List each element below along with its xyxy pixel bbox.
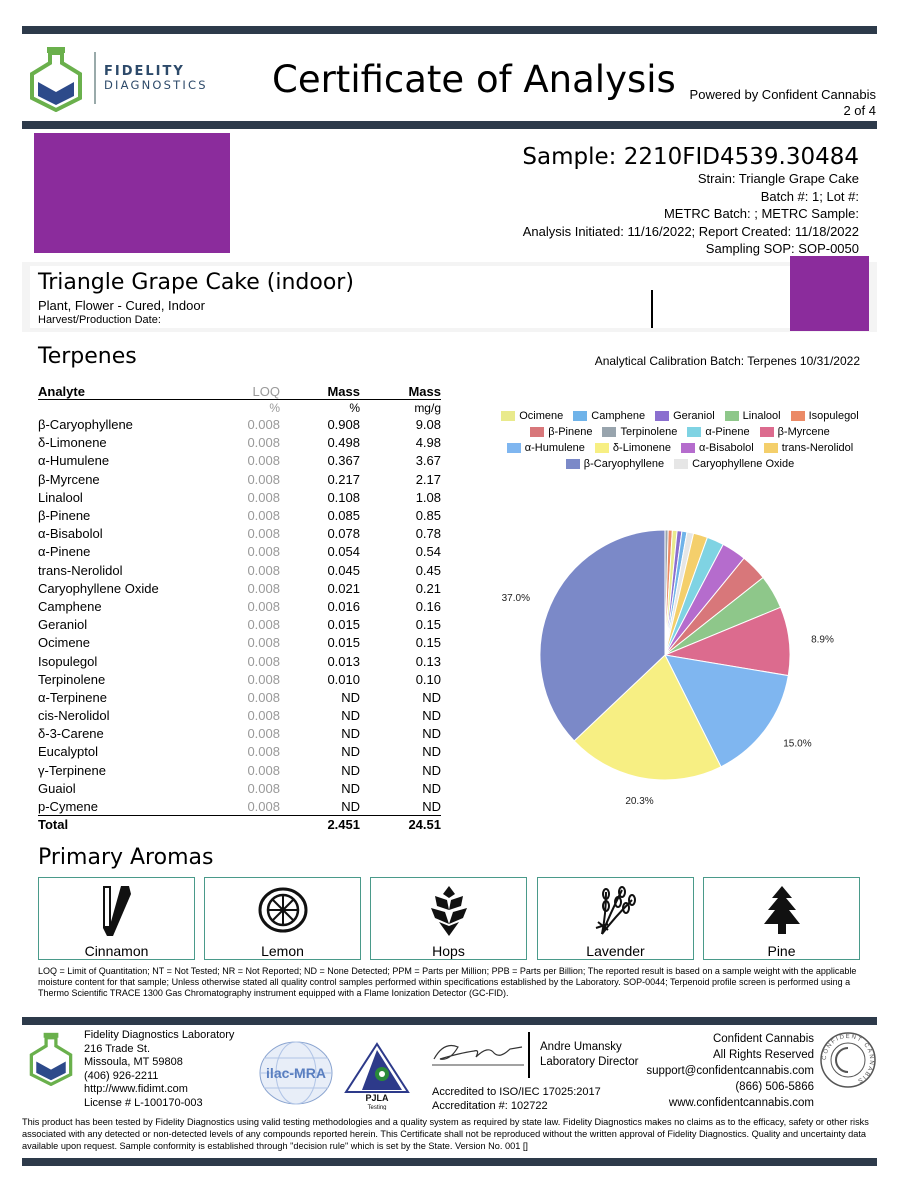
lavender-icon — [592, 884, 640, 938]
disclaimer: This product has been tested by Fidelity Diagnostics using valid testing methodologies and a quality system as required by state law. Fidelity Diagnostics makes no claims as to the efficacy, safety or other risks associated with any detected or non-detected levels of any compounds reported herein. This Certificate shall not be reproduced without the written approval of Fidelity Diagnostics. Quality and uncertainty data available upon request. Sample conformity is established through "decision rule" which is set by the State. Version No. 001 [] — [22, 1117, 869, 1151]
aroma-label: Lemon — [261, 943, 304, 959]
legend-label: α-Pinene — [705, 426, 750, 438]
mass-mg-cell: 9.08 — [415, 417, 441, 433]
footnote: LOQ = Limit of Quantitation; NT = Not Tested; NR = Not Reported; ND = None Detected; PPM = Parts per Million; PPB = Parts per Billion; The reported result is based on a sample weight with the applicable moisture content for that sample; Unless otherwise stated all quality control samples performed within specifications established by the Laboratory. SOP-0044; Terpenoid profile screen is performed using a Thermo Scientific TRACE 1300 Gas Chromatography instrument equipped with a Flame Ionization Detector (GC-FID). — [38, 966, 857, 998]
total-label: Total — [38, 816, 210, 834]
analyte-cell: Isopulegol — [38, 653, 98, 669]
aroma-label: Pine — [767, 943, 796, 959]
legend-swatch — [760, 427, 774, 437]
hops-icon — [427, 884, 471, 938]
product-name: Triangle Grape Cake (indoor) — [38, 270, 354, 295]
legend-item[interactable] — [595, 442, 671, 454]
analyte-cell: trans-Nerolidol — [38, 562, 123, 578]
legend-swatch — [595, 443, 609, 453]
table-row — [38, 470, 441, 488]
aroma-label: Hops — [432, 943, 465, 959]
legend-row — [480, 456, 880, 472]
table-row — [38, 506, 441, 524]
table-row — [38, 688, 441, 706]
flask-logo-icon — [28, 46, 84, 112]
analyte-cell: α-Terpinene — [38, 689, 107, 705]
legend-label: trans-Nerolidol — [781, 442, 854, 454]
loq-cell: 0.008 — [247, 780, 280, 796]
sample-meta — [439, 170, 859, 258]
sample-image — [34, 133, 230, 253]
analyte-cell: β-Pinene — [38, 508, 91, 524]
director-info — [540, 1040, 638, 1070]
strain: Strain: Triangle Grape Cake — [697, 171, 859, 186]
legend-item[interactable] — [764, 442, 854, 454]
legend-swatch — [764, 443, 778, 453]
legend-swatch — [687, 427, 701, 437]
mass-pct-cell: 0.015 — [327, 635, 360, 651]
legend-item[interactable] — [674, 458, 794, 470]
loq-cell: 0.008 — [247, 671, 280, 687]
legend-row — [480, 440, 880, 456]
table-row — [38, 670, 441, 688]
legend-label: Linalool — [742, 410, 781, 422]
table-row — [38, 616, 441, 634]
mass-pct-cell: ND — [341, 762, 360, 778]
total-loq — [210, 816, 280, 834]
analyte-cell: α-Humulene — [38, 453, 110, 469]
harvest-date: Harvest/Production Date: — [38, 314, 161, 326]
table-row — [38, 543, 441, 561]
legend-label: Terpinolene — [620, 426, 678, 438]
legend-row — [480, 424, 880, 440]
cc-rights: All Rights Reserved — [713, 1049, 814, 1061]
analyte-cell: Terpinolene — [38, 671, 106, 687]
cc-info — [646, 1031, 814, 1111]
mass-mg-cell: 1.08 — [415, 489, 441, 505]
mass-pct-cell: 0.217 — [327, 471, 360, 487]
cc-phone: (866) 506-5866 — [735, 1081, 814, 1093]
loq-cell: 0.008 — [247, 726, 280, 742]
pie-label: 15.0% — [783, 738, 812, 750]
loq-cell: 0.008 — [247, 544, 280, 560]
terpenes-title: Terpenes — [38, 344, 137, 369]
top-bar — [22, 26, 877, 34]
mass-pct-cell: 0.078 — [327, 526, 360, 542]
loq-cell: 0.008 — [247, 453, 280, 469]
footer-bar — [22, 1017, 877, 1025]
pie-label: 37.0% — [501, 592, 530, 604]
legend-label: Isopulegol — [808, 410, 859, 422]
mass-mg-cell: ND — [422, 744, 441, 760]
mass-pct-cell: 0.908 — [327, 417, 360, 433]
powered-by: Powered by Confident Cannabis — [689, 87, 876, 102]
loq-cell: 0.008 — [247, 580, 280, 596]
product-divider — [651, 290, 653, 328]
loq-cell: 0.008 — [247, 562, 280, 578]
loq-cell: 0.008 — [247, 653, 280, 669]
mass-mg-cell: 0.15 — [415, 617, 441, 633]
legend-swatch — [530, 427, 544, 437]
legend-swatch — [655, 411, 669, 421]
lab-license: License # L-100170-003 — [84, 1096, 203, 1109]
product-swatch — [790, 256, 869, 331]
table-total-row — [38, 816, 441, 834]
mass-pct-cell: 0.054 — [327, 544, 360, 560]
analyte-cell: β-Myrcene — [38, 471, 100, 487]
svg-text:CONFIDENT CANNABIS — [822, 1034, 874, 1084]
analysis-dates: Analysis Initiated: 11/16/2022; Report Created: 11/18/2022 — [522, 223, 859, 239]
pie-label: 20.3% — [625, 795, 654, 807]
mass-pct-cell: 0.367 — [327, 453, 360, 469]
loq-cell: 0.008 — [247, 617, 280, 633]
analyte-cell: Eucalyptol — [38, 744, 98, 760]
table-row — [38, 579, 441, 597]
calibration-batch: Analytical Calibration Batch: Terpenes 10/31/2022 — [594, 354, 860, 368]
mass-pct-cell: ND — [341, 798, 360, 814]
legend-item[interactable] — [530, 426, 592, 438]
analyte-cell: α-Bisabolol — [38, 526, 103, 542]
mass-mg-cell: ND — [422, 726, 441, 742]
cc-web[interactable]: www.confidentcannabis.com — [668, 1097, 814, 1109]
seal-text: CONFIDENT CANNABIS — [821, 1033, 875, 1084]
logo-text-diagnostics: DIAGNOSTICS — [104, 78, 208, 92]
pie-label: 8.9% — [811, 634, 834, 646]
total-mass-pct: 2.451 — [280, 816, 360, 834]
analyte-cell: Geraniol — [38, 617, 88, 633]
director-signature — [430, 1035, 526, 1071]
mass-pct-cell: ND — [341, 689, 360, 705]
mass-mg-cell: 0.78 — [415, 526, 441, 542]
units-loq: % — [269, 400, 280, 415]
legend-label: Ocimene — [519, 410, 564, 422]
mass-mg-cell: 0.45 — [415, 562, 441, 578]
analyte-cell: δ-3-Carene — [38, 726, 104, 742]
legend-label: Geraniol — [673, 410, 715, 422]
mass-mg-cell: 2.17 — [415, 471, 441, 487]
mass-pct-cell: ND — [341, 726, 360, 742]
mass-mg-cell: ND — [422, 798, 441, 814]
aroma-card-hops — [370, 877, 527, 960]
aroma-card-cinnamon — [38, 877, 195, 960]
lab-info — [84, 1029, 234, 1110]
accredited-to: Accredited to ISO/IEC 17025:2017 — [432, 1086, 601, 1098]
aroma-label: Lavender — [586, 943, 645, 959]
ilac-mra-logo — [258, 1040, 334, 1106]
table-row — [38, 761, 441, 779]
analyte-cell: Camphene — [38, 598, 102, 614]
loq-cell: 0.008 — [247, 508, 280, 524]
legend-item[interactable] — [507, 442, 585, 454]
legend-item[interactable] — [655, 410, 715, 422]
loq-cell: 0.008 — [247, 762, 280, 778]
legend-item[interactable] — [760, 426, 830, 438]
mass-pct-cell: 0.010 — [327, 671, 360, 687]
loq-cell: 0.008 — [247, 689, 280, 705]
mass-pct-cell: 0.015 — [327, 617, 360, 633]
table-row — [38, 797, 441, 815]
mass-mg-cell: 0.10 — [415, 671, 441, 687]
legend-swatch — [573, 411, 587, 421]
analyte-cell: Linalool — [38, 489, 83, 505]
aromas-title: Primary Aromas — [38, 845, 214, 870]
signature-divider — [528, 1032, 530, 1078]
mass-mg-cell: 0.54 — [415, 544, 441, 560]
sampling-sop: Sampling SOP: SOP-0050 — [705, 241, 859, 256]
aroma-card-lavender — [537, 877, 694, 960]
total-mass-mg: 24.51 — [360, 816, 441, 834]
header-bar — [22, 121, 877, 129]
legend-item[interactable] — [602, 426, 677, 438]
mass-pct-cell: 0.498 — [327, 435, 360, 451]
mass-pct-cell: 0.013 — [327, 653, 360, 669]
mass-pct-cell: ND — [341, 780, 360, 796]
table-header-row — [38, 384, 441, 400]
table-units-row — [38, 400, 441, 416]
legend-swatch — [501, 411, 515, 421]
pjla-sub: Testing — [367, 1105, 387, 1110]
lab-phone: (406) 926-2211 — [84, 1069, 159, 1082]
legend-row — [480, 408, 880, 424]
loq-cell: 0.008 — [247, 526, 280, 542]
mass-pct-cell: 0.108 — [327, 489, 360, 505]
terpene-pie-chart — [470, 510, 880, 810]
analyte-cell: α-Pinene — [38, 544, 91, 560]
logo-text-fidelity: FIDELITY — [104, 64, 185, 79]
flask-logo-small-icon — [28, 1032, 74, 1086]
legend-label: Caryophyllene Oxide — [692, 458, 795, 470]
product-type: Plant, Flower - Cured, Indoor — [38, 298, 205, 313]
legend-label: β-Myrcene — [777, 426, 830, 438]
batch: Batch #: 1; Lot #: — [760, 188, 859, 204]
table-row — [38, 561, 441, 579]
table-row — [38, 725, 441, 743]
lab-name: Fidelity Diagnostics Laboratory — [84, 1029, 235, 1041]
aroma-card-lemon — [204, 877, 361, 960]
legend-swatch — [681, 443, 695, 453]
header-loq: LOQ — [210, 384, 280, 400]
table-row — [38, 634, 441, 652]
legend-swatch — [602, 427, 616, 437]
legend-item[interactable] — [681, 442, 754, 454]
loq-cell: 0.008 — [247, 635, 280, 651]
aroma-label: Cinnamon — [84, 943, 149, 959]
table-row — [38, 416, 441, 434]
loq-cell: 0.008 — [247, 708, 280, 724]
loq-cell: 0.008 — [247, 489, 280, 505]
table-row — [38, 779, 441, 797]
header-mass-pct: Mass — [280, 384, 360, 400]
sample-title: Sample: 2210FID4539.30484 — [522, 144, 859, 170]
pine-icon — [762, 884, 802, 938]
legend-label: α-Bisabolol — [699, 442, 754, 454]
mass-mg-cell: ND — [422, 689, 441, 705]
legend-item[interactable] — [573, 410, 645, 422]
mass-mg-cell: 4.98 — [415, 435, 441, 451]
legend-label: δ-Limonene — [612, 442, 672, 454]
table-row — [38, 525, 441, 543]
legend-item[interactable] — [501, 410, 563, 422]
legend-item[interactable] — [725, 410, 781, 422]
page-number: 2 of 4 — [843, 103, 876, 118]
mass-mg-cell: ND — [422, 762, 441, 778]
metrc: METRC Batch: ; METRC Sample: — [663, 206, 859, 221]
mass-pct-cell: ND — [341, 744, 360, 760]
units-mass-pct: % — [349, 400, 360, 415]
analyte-cell: cis-Nerolidol — [38, 708, 110, 724]
table-row — [38, 434, 441, 452]
mass-mg-cell: 0.16 — [415, 598, 441, 614]
legend-swatch — [507, 443, 521, 453]
legend-item[interactable] — [791, 410, 859, 422]
analyte-cell: δ-Limonene — [38, 435, 107, 451]
legend-label: Camphene — [591, 410, 646, 422]
units-analyte — [38, 400, 210, 416]
mass-pct-cell: 0.021 — [327, 580, 360, 596]
header-analyte: Analyte — [38, 384, 210, 400]
analyte-cell: Guaiol — [38, 780, 76, 796]
table-row — [38, 488, 441, 506]
mass-pct-cell: 0.085 — [327, 508, 360, 524]
director-name: Andre Umansky — [540, 1041, 622, 1053]
loq-cell: 0.008 — [247, 471, 280, 487]
table-row — [38, 452, 441, 470]
mass-mg-cell: 0.15 — [415, 635, 441, 651]
mass-mg-cell: ND — [422, 708, 441, 724]
table-row — [38, 652, 441, 670]
accreditation-number: Accreditation #: 102722 — [432, 1099, 548, 1112]
legend-label: β-Pinene — [548, 426, 593, 438]
mass-mg-cell: 3.67 — [415, 453, 441, 469]
header-mass-mg: Mass — [360, 384, 441, 400]
pjla-logo — [342, 1040, 412, 1110]
mass-mg-cell: 0.13 — [415, 653, 441, 669]
analyte-cell: β-Caryophyllene — [38, 417, 133, 433]
loq-cell: 0.008 — [247, 744, 280, 760]
mass-pct-cell: ND — [341, 708, 360, 724]
analyte-cell: Caryophyllene Oxide — [38, 580, 159, 596]
aroma-card-pine — [703, 877, 860, 960]
loq-cell: 0.008 — [247, 435, 280, 451]
ilac-text: ilac-MRA — [266, 1065, 326, 1081]
pjla-text: PJLA — [365, 1093, 389, 1103]
mass-pct-cell: 0.016 — [327, 598, 360, 614]
legend-swatch — [725, 411, 739, 421]
terpenes-table — [38, 384, 441, 834]
legend-item[interactable] — [566, 458, 664, 470]
mass-mg-cell: ND — [422, 780, 441, 796]
analyte-cell: p-Cymene — [38, 798, 98, 814]
chart-legend — [480, 408, 880, 472]
legend-label: β-Caryophyllene — [583, 458, 665, 470]
mass-pct-cell: 0.045 — [327, 562, 360, 578]
analyte-cell: γ-Terpinene — [38, 762, 106, 778]
legend-item[interactable] — [687, 426, 749, 438]
loq-cell: 0.008 — [247, 798, 280, 814]
loq-cell: 0.008 — [247, 417, 280, 433]
table-row — [38, 597, 441, 615]
loq-cell: 0.008 — [247, 598, 280, 614]
analyte-cell: Ocimene — [38, 635, 91, 651]
table-row — [38, 707, 441, 725]
legend-label: α-Humulene — [524, 442, 585, 454]
lemon-icon — [257, 884, 309, 936]
cc-name: Confident Cannabis — [712, 1033, 814, 1045]
logo-divider — [94, 52, 96, 104]
table-row — [38, 743, 441, 761]
legend-swatch — [791, 411, 805, 421]
mass-mg-cell: 0.21 — [415, 580, 441, 596]
legend-swatch — [674, 459, 688, 469]
lab-address2: Missoula, MT 59808 — [84, 1056, 183, 1068]
lab-web[interactable]: http://www.fidimt.com — [84, 1083, 188, 1095]
director-title: Laboratory Director — [540, 1056, 639, 1068]
mass-mg-cell: 0.85 — [415, 508, 441, 524]
accreditation-info — [432, 1086, 601, 1113]
legend-swatch — [566, 459, 580, 469]
bottom-bar — [22, 1158, 877, 1166]
page-title: Certificate of Analysis — [272, 58, 676, 101]
lab-address1: 216 Trade St. — [84, 1042, 151, 1055]
confident-cannabis-seal — [818, 1030, 878, 1090]
units-mass-mg: mg/g — [414, 400, 441, 415]
cc-email[interactable]: support@confidentcannabis.com — [646, 1065, 814, 1077]
cinnamon-icon — [97, 884, 137, 938]
